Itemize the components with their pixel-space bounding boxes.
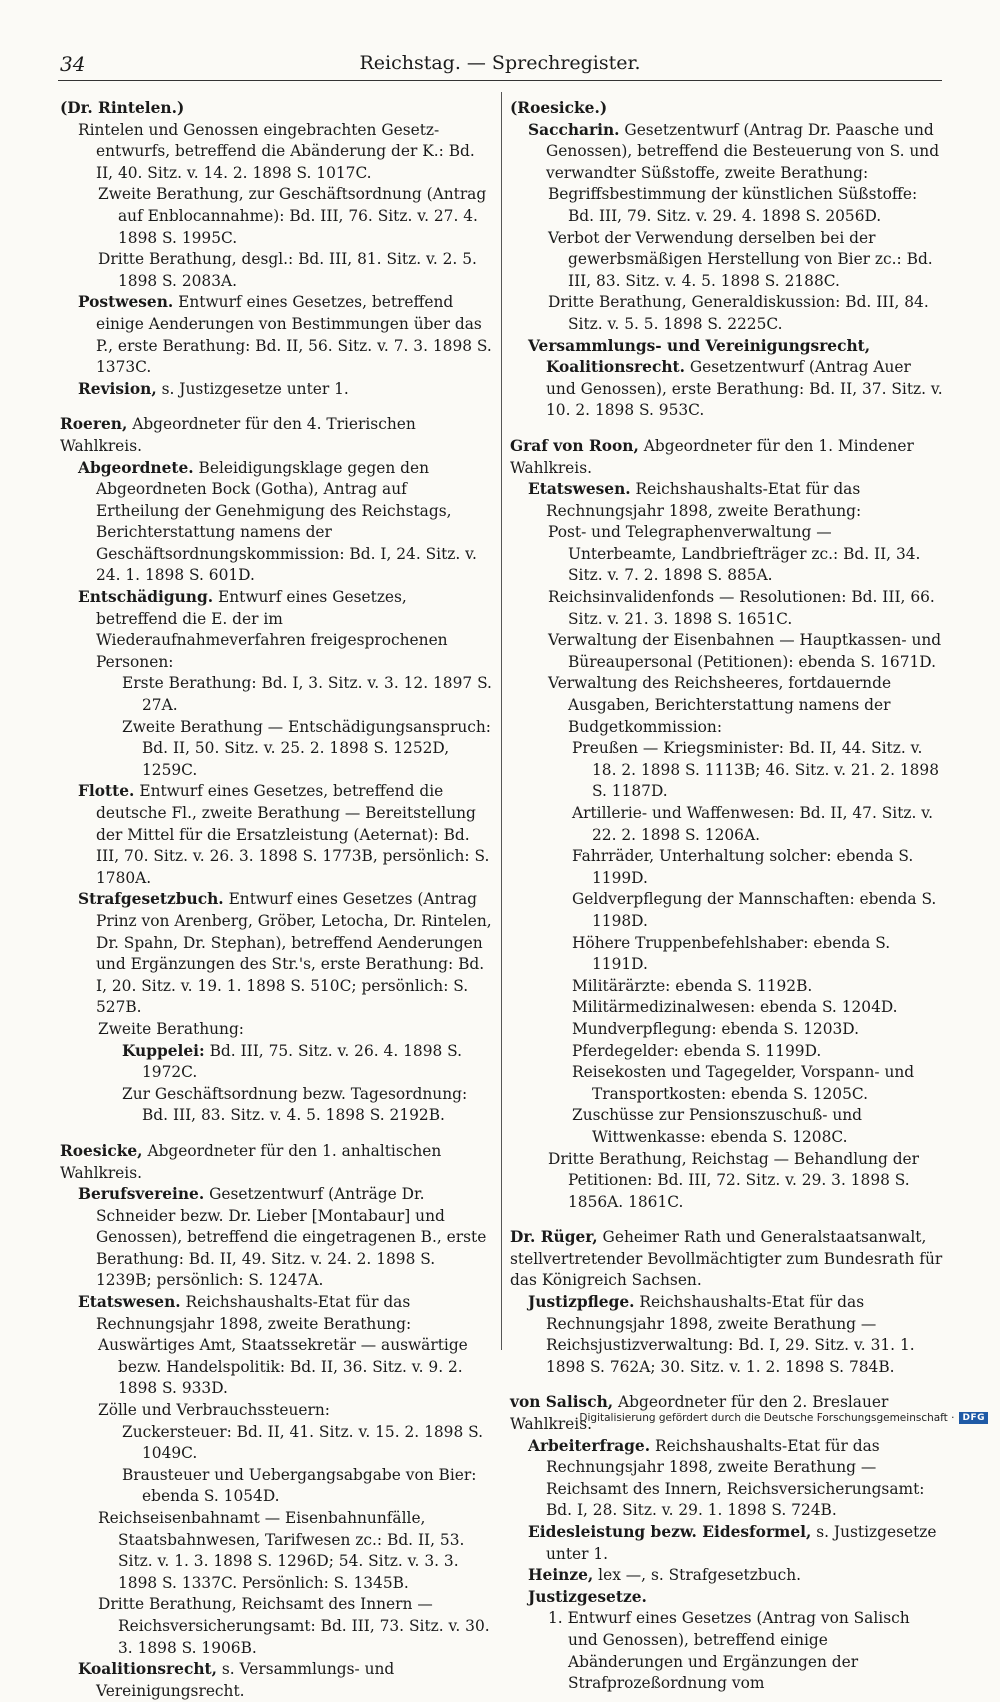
entry-text: Zur Geschäftsordnung bezw. Tagesordnung: Bd. III, 83. Sitz. v. 4. 5. 1898 S. 2192B. <box>122 1084 468 1125</box>
subject-entry <box>510 1565 944 1587</box>
entry-text: Pferdegelder: ebenda S. 1199D. <box>572 1041 822 1060</box>
subject-entry <box>60 120 492 185</box>
subject-heading: Eidesleistung bezw. Eidesformel, <box>528 1523 812 1541</box>
right-column <box>510 98 944 1695</box>
subject-entry <box>510 889 944 932</box>
subject-heading: Saccharin. <box>528 120 620 139</box>
subject-entry <box>510 184 944 227</box>
entry-text: Reichsinvalidenfonds — Resolutionen: Bd. III, 66. Sitz. v. 21. 3. 1898 S. 1651C. <box>548 588 935 628</box>
subject-entry <box>60 1335 492 1400</box>
page-number: 34 <box>60 52 86 76</box>
entry-text: Zölle und Verbrauchssteuern: <box>98 1401 330 1420</box>
entry-text: Mundverpflegung: ebenda S. 1203D. <box>572 1019 859 1038</box>
subject-heading: Flotte. <box>78 782 135 801</box>
left-column <box>60 98 492 1702</box>
subject-entry <box>60 292 492 378</box>
subject-entry <box>510 336 944 422</box>
subject-entry <box>510 1105 944 1148</box>
subject-entry <box>510 1608 944 1694</box>
speaker-entry <box>510 436 944 479</box>
entry-text: Gesetzentwurf (Antrag Dr. Paasche und Genossen), betreffend die Besteuerung von S. und verwandter Süßstoffe, zweite Berathung: <box>546 120 940 182</box>
subject-entry <box>60 249 492 292</box>
entry-text: Geheimer Rath und Generalstaatsanwalt, stellvertretender Bevollmächtigter zum Bundesrath für das Königreich Sachsen. <box>510 1228 943 1290</box>
subject-entry <box>60 1594 492 1659</box>
entry-text: Reichshaushalts-Etat für das Rechnungsjahr 1898, zweite Berathung: <box>96 1293 412 1333</box>
subject-entry <box>60 1041 492 1084</box>
subject-entry <box>510 587 944 630</box>
entry-text: Entwurf eines Gesetzes, betreffend einige Aenderungen von Bestimmungen über das P., erste Berathung: Bd. II, 56. Sitz. v. 7. 3. 1898 S. 1373C. <box>96 293 492 377</box>
subject-entry <box>510 1062 944 1105</box>
entry-text: Verwaltung des Reichsheeres, fortdauernde Ausgaben, Berichterstattung namens der Budgetkommission: <box>548 674 892 736</box>
entry-text: Entwurf eines Gesetzes (Antrag Prinz von Arenberg, Gröber, Letocha, Dr. Rintelen, Dr. Spahn, Dr. Stephan), betreffend Aenderungen und Ergänzungen des Str.'s, erste Berathung: Bd. I, 20. Sitz. v. 19. 1. 1898 S. 510C; persönlich: S. 527B. <box>96 890 492 1017</box>
entry-text: Militärmedizinalwesen: ebenda S. 1204D. <box>572 998 898 1017</box>
entry-text: Brausteuer und Uebergangsabgabe von Bier: ebenda S. 1054D. <box>122 1465 477 1506</box>
speaker-name: von Salisch, <box>510 1393 614 1412</box>
entry-text: Erste Berathung: Bd. I, 3. Sitz. v. 3. 12. 1897 S. 27A. <box>122 674 492 715</box>
entry-text: Rintelen und Genossen eingebrachten Gesetz-entwurfs, betreffend die Abänderung der K.: Bd. II, 40. Sitz. v. 14. 2. 1898 S. 1017C. <box>78 120 475 182</box>
subject-heading: Revision, <box>78 379 157 398</box>
subject-entry <box>60 1465 492 1508</box>
subject-entry <box>510 933 944 976</box>
entry-text: (Dr. Rintelen.) <box>60 99 185 117</box>
subject-entry <box>60 1292 492 1335</box>
subject-heading: Justizgesetze. <box>528 1587 647 1606</box>
subject-heading: Versammlungs- und Vereinigungsrecht, Koalitionsrecht. <box>528 336 871 377</box>
subject-heading: Justizpflege. <box>528 1293 635 1312</box>
entry-text: Beleidigungsklage gegen den Abgeordneten Bock (Gotha), Antrag auf Ertheilung der Genehmigung des Reichstags, Berichterstattung namens der Geschäftsordnungskommission: Bd. I, 24. Sitz. v. 24. 1. 1898 S. 601D. <box>96 458 477 585</box>
entry-text: Preußen — Kriegsminister: Bd. II, 44. Sitz. v. 18. 2. 1898 S. 1113B; 46. Sitz. v. 21. 2. 1898 S. 1187D. <box>572 739 940 801</box>
speaker-entry <box>60 98 492 120</box>
subject-entry <box>510 846 944 889</box>
entry-text: Dritte Berathung, Reichstag — Behandlung der Petitionen: Bd. III, 72. Sitz. v. 29. 3. 1898 S. 1856A. 1861C. <box>548 1149 920 1211</box>
entry-text: Reichshaushalts-Etat für das Rechnungsjahr 1898, zweite Berathung — Reichsamt des Innern, Reichsversicherungsamt: Bd. I, 28. Sitz. v. 29. 1. 1898 S. 724B. <box>546 1436 925 1520</box>
entry-text: Reichshaushalts-Etat für das Rechnungsjahr 1898, zweite Berathung — Reichsjustizverwaltung: Bd. I, 29. Sitz. v. 31. 1. 1898 S. 762A; 30. Sitz. v. 1. 2. 1898 S. 784B. <box>546 1293 915 1376</box>
subject-entry <box>510 1149 944 1214</box>
entry-text: (Roesicke.) <box>510 99 608 117</box>
entry-text: s. Versammlungs- und Vereinigungsrecht. <box>96 1660 395 1700</box>
entry-text: Entwurf eines Gesetzes, betreffend die deutsche Fl., zweite Berathung — Bereitstellung der Mittel für die Ersatzleistung (Aeternat): Bd. III, 70. Sitz. v. 26. 3. 1898 S. 1773B, persönlich: S. 1780A. <box>96 782 490 887</box>
subject-entry <box>510 738 944 803</box>
subject-entry <box>510 120 944 185</box>
entry-text: Bd. III, 75. Sitz. v. 26. 4. 1898 S. 1972C. <box>142 1041 463 1082</box>
subject-entry <box>510 479 944 522</box>
subject-entry <box>60 379 492 401</box>
subject-entry <box>510 1019 944 1041</box>
entry-text: Abgeordneter für den 1. Mindener Wahlkreis. <box>510 436 914 477</box>
subject-entry <box>510 803 944 846</box>
entry-text: Zweite Berathung, zur Geschäftsordnung (Antrag auf Enblocannahme): Bd. III, 76. Sitz. v. 27. 4. 1898 S. 1995C. <box>98 185 487 247</box>
speaker-entry <box>60 1141 492 1184</box>
subject-entry <box>510 997 944 1019</box>
subject-entry <box>60 673 492 716</box>
entry-text: Gesetzentwurf (Antrag Auer und Genossen), erste Berathung: Bd. II, 37. Sitz. v. 10. 2. 1898 S. 953C. <box>546 358 943 420</box>
entry-text: Artillerie- und Waffenwesen: Bd. II, 47. Sitz. v. 22. 2. 1898 S. 1206A. <box>572 804 934 844</box>
entry-text: Verbot der Verwendung derselben bei der gewerbsmäßigen Herstellung von Bier zc.: Bd. III, 83. Sitz. v. 4. 5. 1898 S. 2188C. <box>548 228 933 290</box>
subject-entry <box>510 228 944 293</box>
entry-text: Zuschüsse zur Pensionszuschuß- und Wittwenkasse: ebenda S. 1208C. <box>572 1106 863 1146</box>
subject-entry <box>510 630 944 673</box>
subject-heading: Postwesen. <box>78 293 174 312</box>
subject-entry <box>510 673 944 738</box>
credit-text: Digitalisierung gefördert durch die Deutsche Forschungsgemeinschaft · <box>579 1412 955 1424</box>
entry-text: Zuckersteuer: Bd. II, 41. Sitz. v. 15. 2. 1898 S. 1049C. <box>122 1422 484 1463</box>
entry-text: Militärärzte: ebenda S. 1192B. <box>572 976 813 995</box>
subject-heading: Heinze, <box>528 1566 594 1585</box>
subject-entry <box>60 1084 492 1127</box>
subject-entry <box>510 292 944 335</box>
digitization-credit <box>579 1412 988 1424</box>
subject-entry <box>60 1400 492 1422</box>
entry-text: Zweite Berathung: <box>98 1019 244 1038</box>
subject-entry <box>60 717 492 782</box>
entry-text: Reichshaushalts-Etat für das Rechnungsjahr 1898, zweite Berathung: <box>546 480 862 520</box>
entry-text: Auswärtiges Amt, Staatssekretär — auswärtige bezw. Handelspolitik: Bd. II, 36. Sitz. v. 9. 2. 1898 S. 933D. <box>98 1336 468 1398</box>
entry-text: Dritte Berathung, Generaldiskussion: Bd. III, 84. Sitz. v. 5. 5. 1898 S. 2225C. <box>548 293 929 333</box>
entry-text: Abgeordneter für den 4. Trierischen Wahlkreis. <box>60 415 416 455</box>
entry-text: Reichseisenbahnamt — Eisenbahnunfälle, Staatsbahnwesen, Tarifwesen zc.: Bd. II, 53. Sitz. v. 1. 3. 1898 S. 1296D; 54. Sitz. v. 3. 3. 1898 S. 1337C. Persönlich: S. 1345B. <box>98 1509 465 1592</box>
subject-entry <box>60 889 492 1019</box>
subject-entry <box>60 587 492 673</box>
speaker-name: Roeren, <box>60 415 128 434</box>
header-rule <box>58 80 942 81</box>
running-head: Reichstag. — Sprechregister. <box>359 52 641 74</box>
subject-entry <box>60 1422 492 1465</box>
subject-heading: Abgeordnete. <box>78 458 194 477</box>
subject-entry <box>510 976 944 998</box>
entry-text: Geldverpflegung der Mannschaften: ebenda S. 1198D. <box>572 890 937 930</box>
entry-text: s. Justizgesetze unter 1. <box>546 1523 937 1563</box>
entry-text: Fahrräder, Unterhaltung solcher: ebenda S. 1199D. <box>572 847 914 887</box>
entry-text: Begriffsbestimmung der künstlichen Süßstoffe: Bd. III, 79. Sitz. v. 29. 4. 1898 S. 2056D. <box>548 185 918 225</box>
entry-text: s. Justizgesetze unter 1. <box>161 379 349 398</box>
subject-heading: Koalitionsrecht, <box>78 1660 217 1679</box>
subject-heading: Strafgesetzbuch. <box>78 890 224 909</box>
entry-text: Höhere Truppenbefehlshaber: ebenda S. 1191D. <box>572 933 891 974</box>
column-divider <box>501 92 502 1350</box>
entry-text: Dritte Berathung, Reichsamt des Innern — Reichsversicherungsamt: Bd. III, 73. Sitz. v. 30. 3. 1898 S. 1906B. <box>98 1595 490 1657</box>
subject-entry <box>60 1184 492 1292</box>
speaker-entry <box>60 414 492 457</box>
entry-text: Verwaltung der Eisenbahnen — Hauptkassen- und Büreaupersonal (Petitionen): ebenda S. 1671D. <box>548 631 942 671</box>
subject-entry <box>510 1522 944 1565</box>
subject-entry <box>510 1587 944 1609</box>
speaker-name: Roesicke, <box>60 1141 143 1160</box>
dfg-logo: DFG <box>959 1412 988 1424</box>
subject-entry <box>60 458 492 588</box>
subject-entry <box>60 1659 492 1702</box>
entry-spacer <box>60 1127 492 1141</box>
speaker-entry <box>510 98 944 120</box>
entry-text: Gesetzentwurf (Anträge Dr. Schneider bezw. Dr. Lieber [Montabaur] und Genossen), betreffend die eingetragenen B., erste Berathung: Bd. II, 49. Sitz. v. 24. 2. 1898 S. 1239B; persönlich: S. 1247A. <box>96 1185 487 1290</box>
subject-entry <box>60 184 492 249</box>
subject-heading: Kuppelei: <box>122 1041 205 1060</box>
subject-entry <box>510 1436 944 1522</box>
entry-spacer <box>510 422 944 436</box>
entry-text: Dritte Berathung, desgl.: Bd. III, 81. Sitz. v. 2. 5. 1898 S. 2083A. <box>98 250 477 290</box>
speaker-entry <box>510 1227 944 1292</box>
entry-spacer <box>510 1213 944 1227</box>
subject-entry <box>60 1508 492 1594</box>
subject-heading: Arbeiterfrage. <box>528 1436 651 1455</box>
entry-spacer <box>60 400 492 414</box>
subject-heading: Etatswesen. <box>78 1293 181 1312</box>
entry-text: Entwurf eines Gesetzes, betreffend die E. der im Wiederaufnahmeverfahren freigesprochenen Personen: <box>96 588 448 671</box>
subject-heading: Berufsvereine. <box>78 1185 205 1204</box>
subject-entry <box>510 1041 944 1063</box>
entry-text: Post- und Telegraphenverwaltung — Unterbeamte, Landbriefträger zc.: Bd. II, 34. Sitz. v. 7. 2. 1898 S. 885A. <box>548 523 921 585</box>
subject-heading: Entschädigung. <box>78 588 214 607</box>
entry-text: Abgeordneter für den 1. anhaltischen Wahlkreis. <box>60 1141 442 1182</box>
entry-text: lex —, s. Strafgesetzbuch. <box>598 1566 802 1585</box>
subject-entry <box>510 522 944 587</box>
entry-text: Reisekosten und Tagegelder, Vorspann- und Transportkosten: ebenda S. 1205C. <box>572 1063 915 1103</box>
speaker-name: Dr. Rüger, <box>510 1228 598 1247</box>
entry-text: Abgeordneter für den 2. Breslauer Wahlkreis. <box>510 1393 889 1434</box>
subject-entry <box>60 1019 492 1041</box>
entry-spacer <box>510 1378 944 1392</box>
subject-entry <box>510 1292 944 1378</box>
subject-entry <box>60 781 492 889</box>
entry-text: 1. Entwurf eines Gesetzes (Antrag von Salisch und Genossen), betreffend einige Abänderungen und Ergänzungen der Strafprozeßordnung vom <box>548 1609 910 1693</box>
subject-heading: Etatswesen. <box>528 480 631 499</box>
entry-text: Zweite Berathung — Entschädigungsanspruch: Bd. II, 50. Sitz. v. 25. 2. 1898 S. 1252D, 1259C. <box>122 717 491 779</box>
speaker-name: Graf von Roon, <box>510 436 639 455</box>
